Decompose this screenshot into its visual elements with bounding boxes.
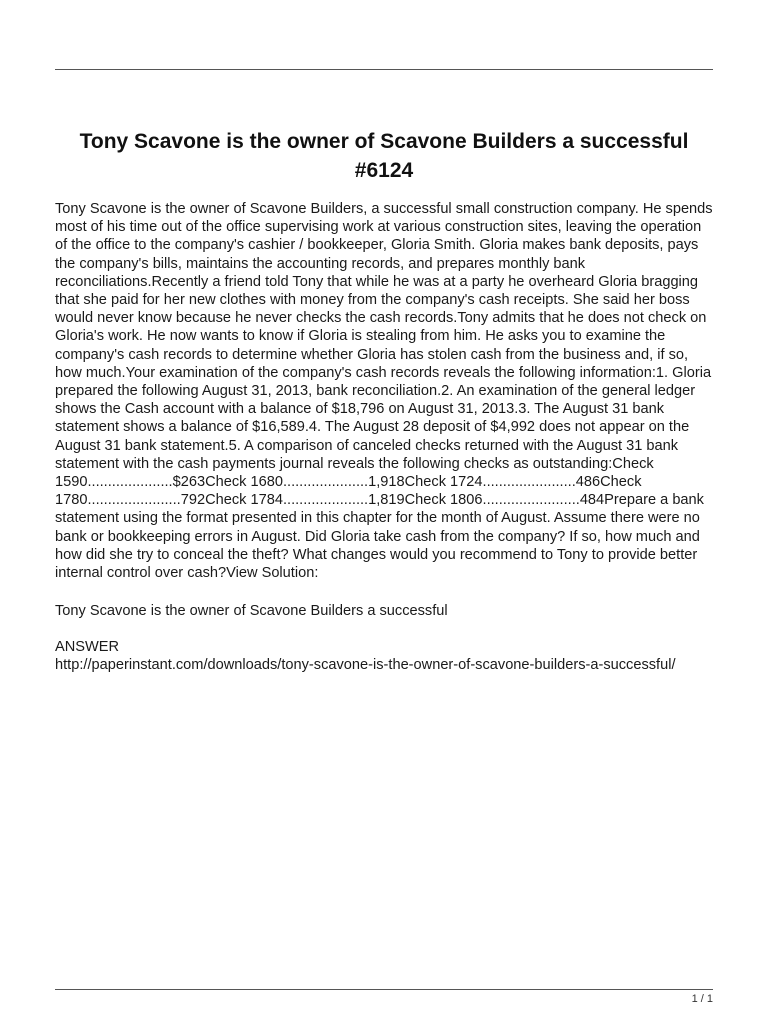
document-body: Tony Scavone is the owner of Scavone Builders, a successful small construction company. He spends most of his time out of the office supervising work at various construction sites, leaving the operation of the office to the company's cashier / bookkeeper, Gloria Smith. Gloria makes bank deposits, pays the company's bills, maintains the accounting records, and prepares monthly bank reconciliations.Recently a friend told Tony that while he was at a party he overheard Gloria bragging that she paid for her new clothes with money from the company's cash receipts. She said her boss would never know because he never checks the cash records.Tony admits that he does not check on Gloria's work. He now wants to know if Gloria is stealing from him. He asks you to examine the company's cash records to determine whether Gloria has stolen cash from the business and, if so, how much.Your examination of the company's cash records reveals the following information:1. Gloria prepared the following August 31, 2013, bank reconciliation.2. An examination of the general ledger shows the Cash account with a balance of $18,796 on August 31, 2013.3. The August 31 bank statement shows a balance of $16,589.4. The August 28 deposit of $4,992 does not appear on the August 31 bank statement.5. A comparison of canceled checks returned with the August 31 bank statement with the cash payments journal reveals the following checks as outstanding:Check 1590.....................$263Check 1680.....................1,918Check 1724.......................486Check 1780.......................792Check 1784.....................1,819Check 1806........................484Prepare a bank statement using the format presented in this chapter for the month of August. Assume there were no bank or bookkeeping errors in August. Did Gloria take cash from the company? If so, how much and how did she try to conceal the theft? What changes would you recommend to Tony to provide better internal control over cash?View Solution: [55,201,713,582]
page-number: 1 / 1 [691,993,713,1005]
repeated-title-line: Tony Scavone is the owner of Scavone Builders a successful [55,603,448,619]
answer-link[interactable]: http://paperinstant.com/downloads/tony-scavone-is-the-owner-of-scavone-builders-a-successful/ [55,657,676,673]
answer-label: ANSWER [55,639,120,655]
document-title: Tony Scavone is the owner of Scavone Builders a successful #6124 [79,130,689,182]
footer-rule [55,989,713,990]
header-rule [55,69,713,70]
